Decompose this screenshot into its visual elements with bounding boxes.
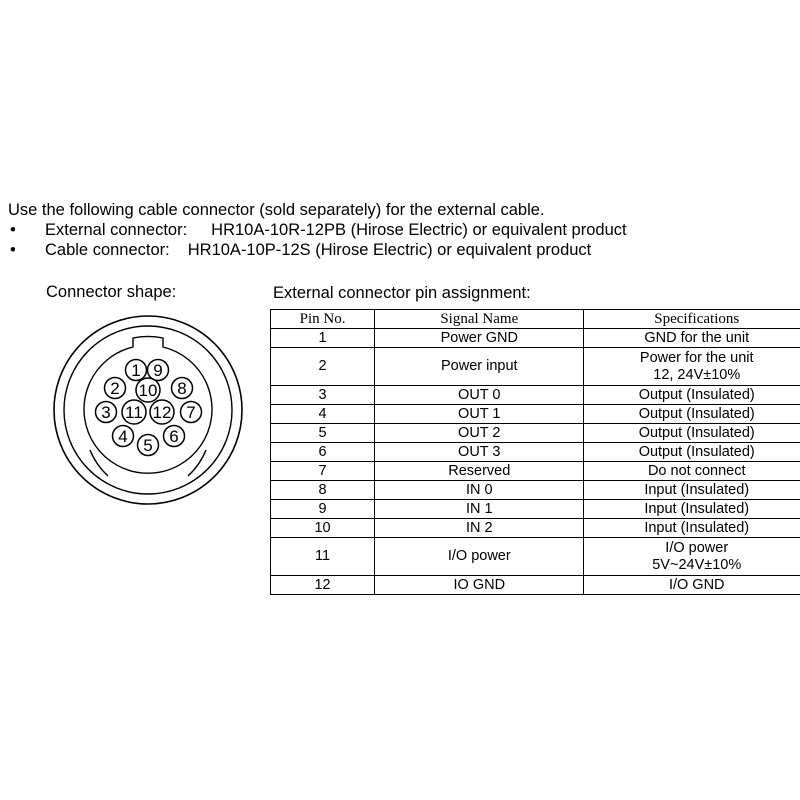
pin-11-label: 11 (125, 403, 143, 422)
signal-cell: OUT 0 (375, 386, 584, 405)
pin-cell: 4 (271, 405, 375, 424)
pin-3-label: 3 (101, 403, 111, 422)
header-pin-no: Pin No. (271, 310, 375, 329)
spec-line: 12, 24V±10% (653, 366, 741, 383)
spec-cell (584, 519, 800, 538)
pin-9 (148, 360, 169, 381)
pin-1-label: 1 (131, 361, 141, 380)
table-row (271, 538, 800, 576)
bullet-label: Cable connector: (45, 241, 170, 259)
pin-2 (105, 378, 126, 399)
pin-12-label: 12 (152, 403, 172, 422)
pin-1 (126, 360, 147, 381)
signal-cell: I/O power (375, 538, 584, 576)
intro-sentence: Use the following cable connector (sold separately) for the external cable. (8, 201, 545, 219)
pin-cell: 12 (271, 576, 375, 595)
spec-cell (584, 405, 800, 424)
pin-5-label: 5 (143, 436, 153, 455)
signal-cell: IN 0 (375, 481, 584, 500)
pin-4 (113, 426, 134, 447)
spec-cell (584, 329, 800, 348)
spec-line: GND for the unit (644, 329, 750, 346)
table-header-row (271, 310, 800, 329)
bullet-label: External connector: (45, 221, 188, 239)
spec-line: I/O power (665, 539, 729, 556)
bullet-cable-connector (8, 240, 627, 260)
connector-latch-left (90, 450, 108, 476)
pin-table-caption: External connector pin assignment: (273, 284, 531, 302)
pin-8 (172, 378, 193, 399)
spec-line: Input (Insulated) (644, 500, 750, 517)
header-signal-name: Signal Name (375, 310, 584, 329)
spec-cell (584, 424, 800, 443)
pin-10 (136, 378, 160, 402)
signal-cell: IN 1 (375, 500, 584, 519)
pin-3 (96, 402, 117, 423)
bullet-value: HR10A-10R-12PB (Hirose Electric) or equivalent product (211, 221, 627, 239)
signal-cell: OUT 2 (375, 424, 584, 443)
spec-line: Do not connect (647, 462, 746, 479)
table-row (271, 348, 800, 386)
table-row (271, 576, 800, 595)
signal-cell: Power GND (375, 329, 584, 348)
signal-cell: IO GND (375, 576, 584, 595)
pin-cell: 8 (271, 481, 375, 500)
connector-outer-ring (54, 316, 242, 504)
pin-6-label: 6 (169, 427, 179, 446)
signal-cell: Reserved (375, 462, 584, 481)
table-row (271, 386, 800, 405)
pin-cell: 10 (271, 519, 375, 538)
spec-cell (584, 576, 800, 595)
spec-cell (584, 462, 800, 481)
table-row (271, 405, 800, 424)
spec-line: 5V~24V±10% (652, 556, 742, 573)
spec-cell (584, 386, 800, 405)
spec-cell (584, 500, 800, 519)
connector-latch-right (188, 450, 206, 476)
table-row (271, 519, 800, 538)
pin-8-label: 8 (177, 379, 187, 398)
signal-cell: IN 2 (375, 519, 584, 538)
pin-cell: 2 (271, 348, 375, 386)
pin-cell: 1 (271, 329, 375, 348)
table-row (271, 500, 800, 519)
bullet-external-connector (8, 220, 627, 240)
pin-6 (164, 426, 185, 447)
bullet-value: HR10A-10P-12S (Hirose Electric) or equivalent product (187, 241, 592, 259)
spec-cell (584, 348, 800, 386)
spec-line: Output (Insulated) (638, 424, 755, 441)
bullet-icon: • (10, 221, 16, 239)
pin-10-label: 10 (138, 381, 158, 400)
pin-9-label: 9 (153, 361, 163, 380)
table-row (271, 443, 800, 462)
pin-12 (150, 400, 174, 424)
pin-7-label: 7 (186, 403, 196, 422)
pin-2-label: 2 (110, 379, 120, 398)
bottom-whitespace (0, 600, 800, 800)
pin-4-label: 4 (118, 427, 128, 446)
connector-inner-ring (64, 326, 232, 494)
table-row (271, 481, 800, 500)
spec-line: Input (Insulated) (644, 481, 750, 498)
signal-cell: Power input (375, 348, 584, 386)
spec-line: Output (Insulated) (638, 443, 755, 460)
signal-cell: OUT 1 (375, 405, 584, 424)
spec-line: Power for the unit (639, 349, 754, 366)
spec-cell (584, 481, 800, 500)
header-specifications: Specifications (584, 310, 800, 329)
pin-cell: 3 (271, 386, 375, 405)
spec-line: Input (Insulated) (644, 519, 750, 536)
bullet-icon: • (10, 241, 16, 259)
pin-assignment-table (270, 309, 800, 595)
spec-line: I/O GND (668, 576, 725, 593)
table-row (271, 462, 800, 481)
pin-cell: 9 (271, 500, 375, 519)
connector-shape-caption: Connector shape: (46, 283, 177, 301)
pin-cell: 6 (271, 443, 375, 462)
connector-diagram (40, 300, 270, 600)
pin-cell: 11 (271, 538, 375, 576)
spec-cell (584, 443, 800, 462)
table-row (271, 424, 800, 443)
spec-line: Output (Insulated) (638, 405, 755, 422)
signal-cell: OUT 3 (375, 443, 584, 462)
intro-text (8, 200, 627, 260)
pin-cell: 7 (271, 462, 375, 481)
pin-5 (138, 435, 159, 456)
spec-cell (584, 538, 800, 576)
table-row (271, 329, 800, 348)
pin-7 (181, 402, 202, 423)
spec-line: Output (Insulated) (638, 386, 755, 403)
pin-cell: 5 (271, 424, 375, 443)
pin-11 (122, 400, 146, 424)
